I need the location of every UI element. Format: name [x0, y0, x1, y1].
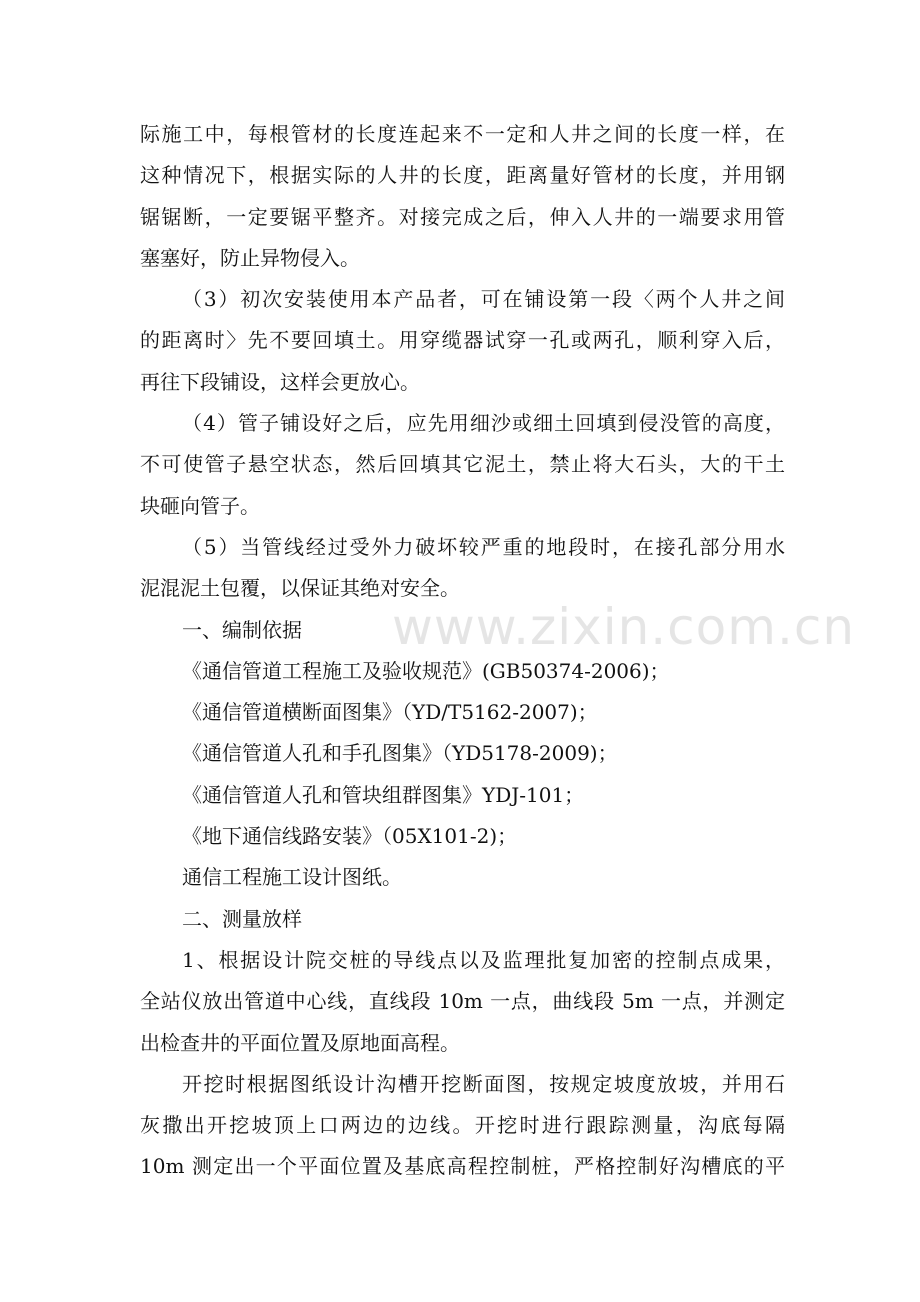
text-line: （3）初次安装使用本产品者，可在铺设第一段〈两个人井之间: [182, 287, 785, 312]
paragraph: [140, 940, 785, 1064]
watermark-text: www.zixin.com.cn: [392, 598, 856, 656]
text-line: 《通信管道人孔和手孔图集》（YD5178-2009)；: [182, 741, 618, 766]
text-line: 泥混泥土包覆，以保证其绝对安全。: [140, 576, 460, 601]
text-line: 塞塞好，防止异物侵入。: [140, 245, 360, 270]
text-line: （4）管子铺设好之后，应先用细沙或细土回填到侵没管的高度，: [182, 411, 785, 436]
text-line: 灰撒出开挖坡顶上口两边的边线。开挖时进行跟踪测量，沟底每隔: [140, 1113, 785, 1138]
paragraph: [140, 692, 785, 733]
paragraph: [140, 775, 785, 816]
paragraph: [140, 857, 785, 898]
text-line: 开挖时根据图纸设计沟槽开挖断面图，按规定坡度放坡，并用石: [182, 1071, 785, 1096]
paragraph: [140, 816, 785, 857]
text-line: 再往下段铺设，这样会更放心。: [140, 369, 420, 394]
text-line: 的距离时〉先不要回填土。用穿缆器试穿一孔或两孔，顺利穿入后，: [140, 328, 785, 353]
paragraph: [140, 279, 785, 403]
text-line: 1、根据设计院交桩的导线点以及监理批复加密的控制点成果，: [182, 947, 785, 972]
text-line: 这种情况下，根据实际的人井的长度，距离量好管材的长度，并用钢: [140, 163, 785, 188]
text-line: （5）当管线经过受外力破坏较严重的地段时，在接孔部分用水: [182, 534, 785, 559]
text-line: 一、编制依据: [182, 617, 302, 642]
paragraph: [140, 1064, 785, 1188]
text-line: 10m 测定出一个平面位置及基底高程控制桩，严格控制好沟槽底的平: [140, 1154, 785, 1179]
paragraph: [140, 651, 785, 692]
text-line: 锯锯断，一定要锯平整齐。对接完成之后，伸入人井的一端要求用管: [140, 204, 785, 229]
paragraph: [140, 733, 785, 774]
text-line: 际施工中，每根管材的长度连起来不一定和人井之间的长度一样，在: [140, 122, 785, 146]
text-line: 不可使管子悬空状态，然后回填其它泥土，禁止将大石头，大的干土: [140, 452, 785, 477]
text-line: 全站仪放出管道中心线，直线段 10m 一点，曲线段 5m 一点，并测定: [140, 989, 785, 1014]
paragraph: [140, 114, 785, 279]
text-line: 《通信管道工程施工及验收规范》(GB50374-2006)；: [182, 658, 670, 683]
paragraph: [140, 899, 785, 940]
text-line: 《地下通信线路安装》（05X101-2)；: [182, 824, 518, 849]
text-line: 《通信管道人孔和管块组群图集》YDJ-101；: [182, 782, 585, 807]
text-line: 通信工程施工设计图纸。: [182, 865, 402, 890]
text-line: 出检查井的平面位置及原地面高程。: [140, 1030, 460, 1055]
text-line: 二、测量放样: [182, 906, 302, 931]
text-line: 块砸向管子。: [140, 493, 260, 518]
text-line: 《通信管道横断面图集》（YD/T5162-2007)；: [182, 700, 598, 725]
paragraph: [140, 403, 785, 527]
